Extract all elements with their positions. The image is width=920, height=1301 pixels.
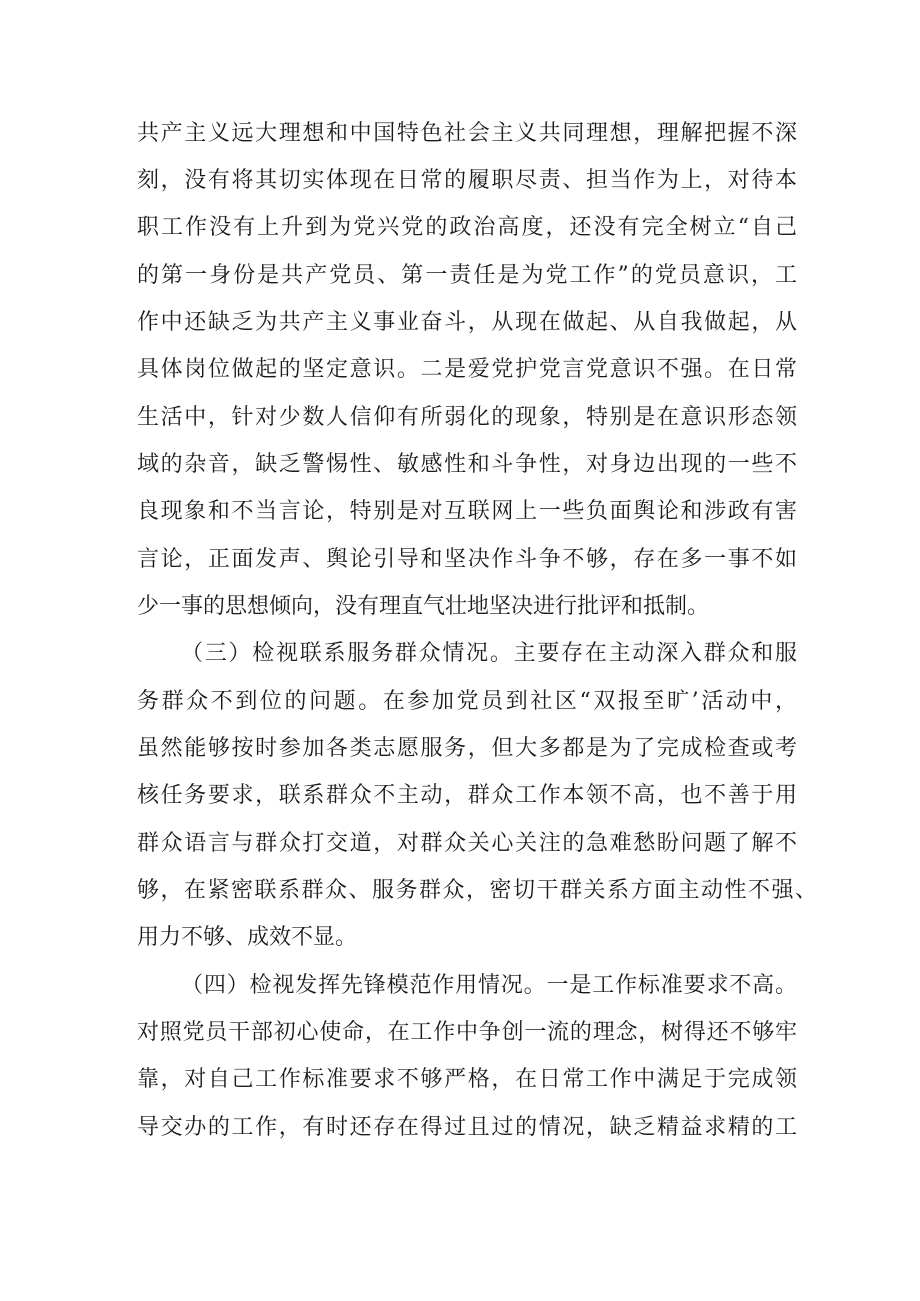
- paragraph-line: 的第一身份是共产党员、第一责任是为党工作”的党员意识，工: [137, 263, 797, 288]
- paragraph-line: 靠，对自己工作标准要求不够严格，在日常工作中满足于完成领: [137, 1067, 797, 1092]
- paragraph-line: 虽然能够按时参加各类志愿服务，但大多都是为了完成检查或考: [137, 736, 797, 761]
- paragraph-line: 域的杂音，缺乏警惕性、敏感性和斗争性，对身边出现的一些不: [137, 452, 797, 477]
- section-heading-line: （三）检视联系服务群众情况。主要存在主动深入群众和服: [181, 641, 797, 666]
- paragraph-line: 具体岗位做起的坚定意识。二是爱党护党言党意识不强。在日常: [137, 357, 797, 382]
- paragraph-line: 导交办的工作，有时还存在得过且过的情况，缺乏精益求精的工: [137, 1115, 797, 1140]
- paragraph-line: 核任务要求，联系群众不主动，群众工作本领不高，也不善于用: [137, 783, 797, 808]
- paragraph-line: 够，在紧密联系群众、服务群众，密切干群关系方面主动性不强、: [137, 878, 817, 903]
- paragraph-line: 群众语言与群众打交道，对群众关心关注的急难愁盼问题了解不: [137, 831, 797, 856]
- paragraph-line: 刻，没有将其切实体现在日常的履职尽责、担当作为上，对待本: [137, 168, 797, 193]
- paragraph-line: 少一事的思想倾向，没有理直气壮地坚决进行批评和抵制。: [137, 594, 710, 619]
- paragraph-line: 言论，正面发声、舆论引导和坚决作斗争不够，存在多一事不如: [137, 547, 797, 572]
- section-heading-line: （四）检视发挥先锋模范作用情况。一是工作标准要求不高。: [181, 973, 797, 998]
- paragraph-line: 共产主义远大理想和中国特色社会主义共同理想，理解把握不深: [137, 121, 797, 146]
- paragraph-line: 良现象和不当言论，特别是对互联网上一些负面舆论和涉政有害: [137, 499, 797, 524]
- paragraph-line: 对照党员干部初心使命，在工作中争创一流的理念，树得还不够牢: [137, 1020, 797, 1045]
- paragraph-line: 务群众不到位的问题。在参加党员到社区“双报至旷’活动中，: [137, 689, 797, 714]
- paragraph-line: 作中还缺乏为共产主义事业奋斗，从现在做起、从自我做起，从: [137, 310, 797, 335]
- paragraph-line: 用力不够、成效不显。: [137, 925, 358, 950]
- paragraph-line: 生活中，针对少数人信仰有所弱化的现象，特别是在意识形态领: [137, 405, 797, 430]
- paragraph-line: 职工作没有上升到为党兴党的政治高度，还没有完全树立“自己: [137, 215, 797, 240]
